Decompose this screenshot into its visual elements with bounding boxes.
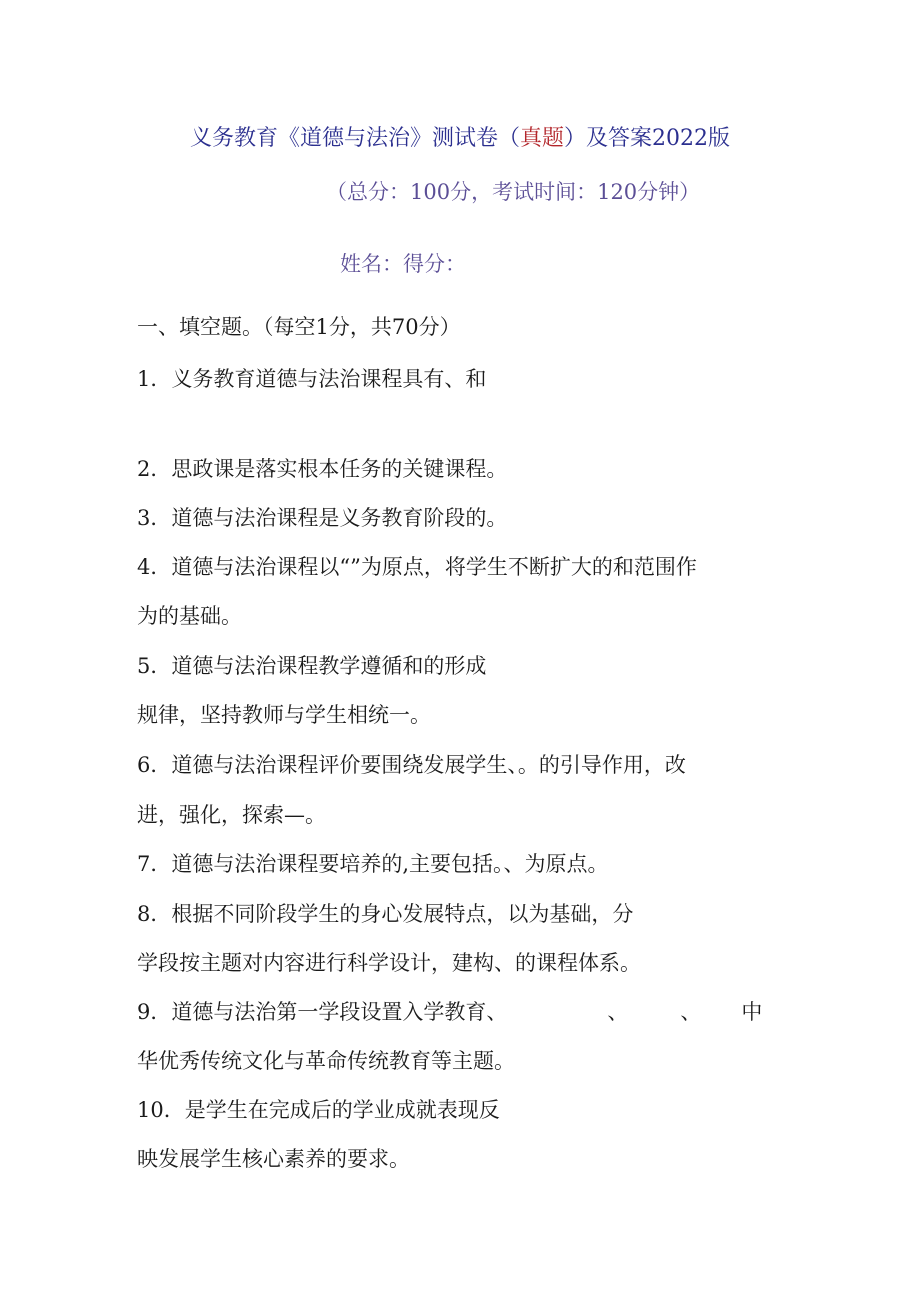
question-9-part-2: 、: [607, 1000, 629, 1024]
question-10-line-2: 映发展学生核心素养的要求。: [137, 1147, 410, 1171]
question-9-part-3: 、: [680, 1000, 702, 1024]
title-text-red: 真题: [520, 126, 565, 151]
question-2: 2．思政课是落实根本任务的关键课程。: [137, 457, 508, 481]
title-text-post: ）及答案2022版: [564, 126, 731, 151]
question-8-line-2: 学段按主题对内容进行科学设计，建构、的课程体系。: [137, 951, 641, 975]
question-9-line-2: 华优秀传统文化与革命传统教育等主题。: [137, 1049, 515, 1073]
question-5-line-2: 规律，坚持教师与学生相统一。: [137, 703, 431, 727]
question-10-line-1: 10．是学生在完成后的学业成就表现反: [137, 1098, 500, 1122]
exam-title: [0, 123, 920, 155]
question-3: 3．道德与法治课程是义务教育阶段的。: [137, 506, 508, 530]
question-5-line-1: 5．道德与法治课程教学遵循和的形成: [137, 654, 487, 678]
name-score-line: 姓名：得分：: [340, 252, 466, 276]
question-6-line-1: 6．道德与法治课程评价要围绕发展学生、。的引导作用，改: [137, 753, 686, 777]
question-4-line-1: 4．道德与法治课程以“”为原点，将学生不断扩大的和范围作: [137, 555, 697, 579]
question-8-line-1: 8．根据不同阶段学生的身心发展特点，以为基础，分: [137, 902, 634, 926]
section-heading: 一、填空题。（每空1分，共70分）: [137, 315, 461, 339]
question-9-line-1: [137, 996, 762, 1028]
exam-subtitle: （总分：100分，考试时间：120分钟）: [326, 180, 701, 204]
question-9-part-4: 中: [741, 1000, 763, 1024]
question-1: 1．义务教育道德与法治课程具有、和: [137, 367, 487, 391]
question-7: 7．道德与法治课程要培养的,主要包括。、为原点。: [137, 852, 609, 876]
question-9-part-1: 9．道德与法治第一学段设置入学教育、: [137, 1000, 508, 1024]
question-4-line-2: 为的基础。: [137, 604, 242, 628]
question-6-line-2: 进，强化，探索—。: [137, 803, 326, 827]
title-text-pre: 义务教育《道德与法治》测试卷（: [189, 126, 520, 151]
